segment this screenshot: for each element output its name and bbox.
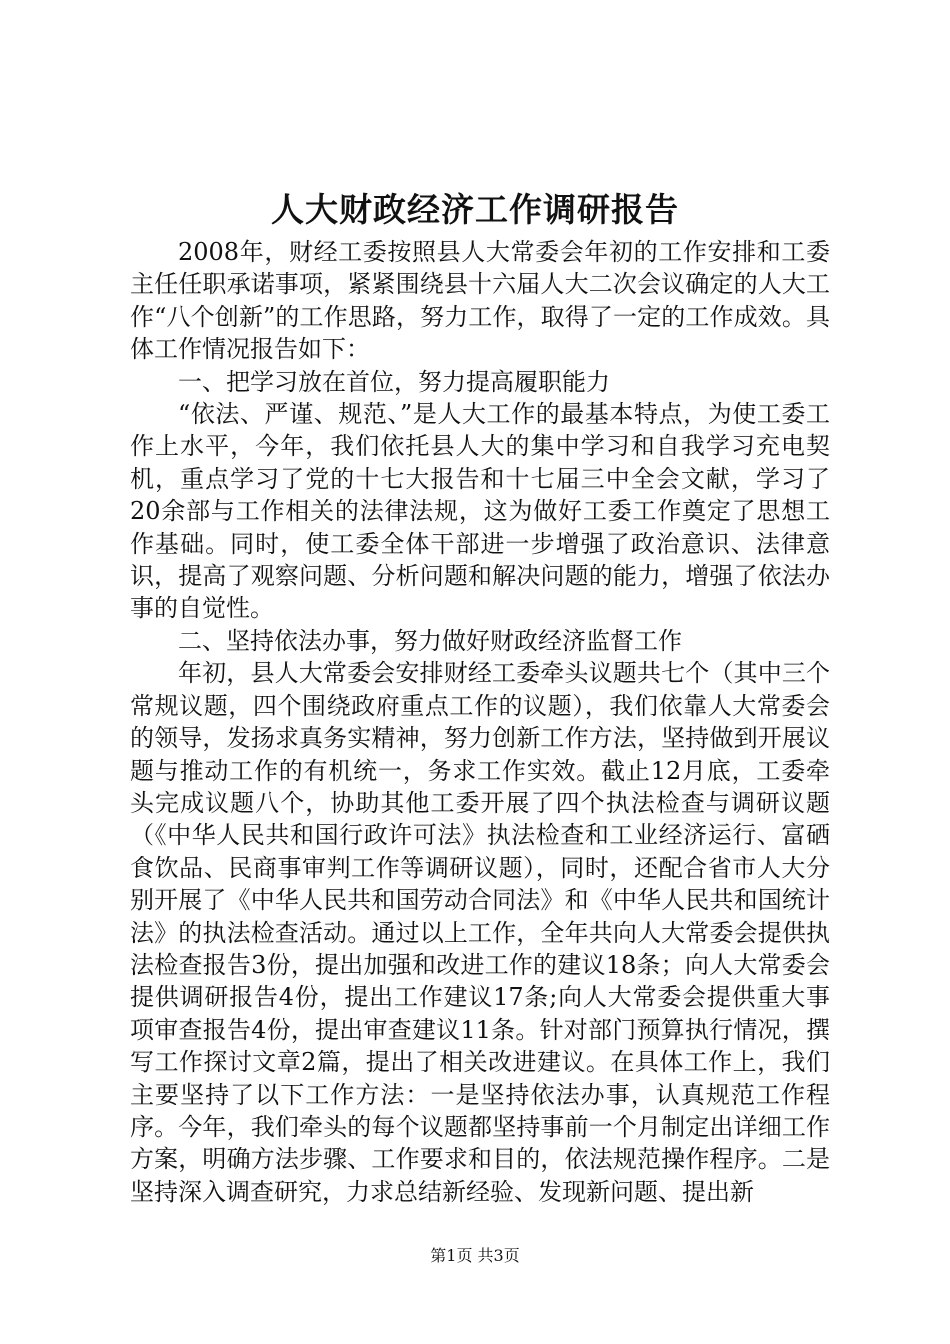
document-body: [130, 236, 830, 1208]
section-heading-1: 一、把学习放在首位，努力提高履职能力: [178, 367, 610, 396]
page-number-footer: 第1页 共3页: [430, 1246, 520, 1265]
paragraph-intro: 2008年，财经工委按照县人大常委会年初的工作安排和工委主任任职承诺事项，紧紧围绕县十六届人大二次会议确定的人大工作“八个创新”的工作思路，努力工作，取得了一定的工作成效。具体工作情况报告如下：: [130, 238, 830, 364]
paragraph-supervision: 年初，县人大常委会安排财经工委牵头议题共七个（其中三个常规议题，四个围绕政府重点工作的议题），我们依靠人大常委会的领导，发扬求真务实精神，努力创新工作方法，坚持做到开展议题与推动工作的有机统一，务求工作实效。截止12月底，工委牵头完成议题八个，协助其他工委开展了四个执法检查与调研议题（《中华人民共和国行政许可法》执法检查和工业经济运行、富硒食饮品、民商事审判工作等调研议题），同时，还配合省市人大分别开展了《中华人民共和国劳动合同法》和《中华人民共和国统计法》的执法检查活动。通过以上工作，全年共向人大常委会提供执法检查报告3份，提出加强和改进工作的建议18条；向人大常委会提供调研报告4份，提出工作建议17条;向人大常委会提供重大事项审查报告4份，提出审查建议11条。针对部门预算执行情况，撰写工作探讨文章2篇，提出了相关改进建议。在具体工作上，我们主要坚持了以下工作方法：一是坚持依法办事，认真规范工作程序。今年，我们牵头的每个议题都坚持事前一个月制定出详细工作方案，明确方法步骤、工作要求和目的，依法规范操作程序。二是坚持深入调查研究，力求总结新经验、发现新问题、提出新: [130, 659, 830, 1206]
paragraph-study: “依法、严谨、规范、”是人大工作的最基本特点，为使工委工作上水平，今年，我们依托县人大的集中学习和自我学习充电契机，重点学习了党的十七大报告和十七届三中全会文献，学习了20余部与工作相关的法律法规，这为做好工委工作奠定了思想工作基础。同时，使工委全体干部进一步增强了政治意识、法律意识，提高了观察问题、分析问题和解决问题的能力，增强了依法办事的自觉性。: [130, 400, 830, 623]
document-title: 人大财政经济工作调研报告: [271, 190, 679, 229]
section-heading-2: 二、坚持依法办事，努力做好财政经济监督工作: [178, 626, 682, 655]
